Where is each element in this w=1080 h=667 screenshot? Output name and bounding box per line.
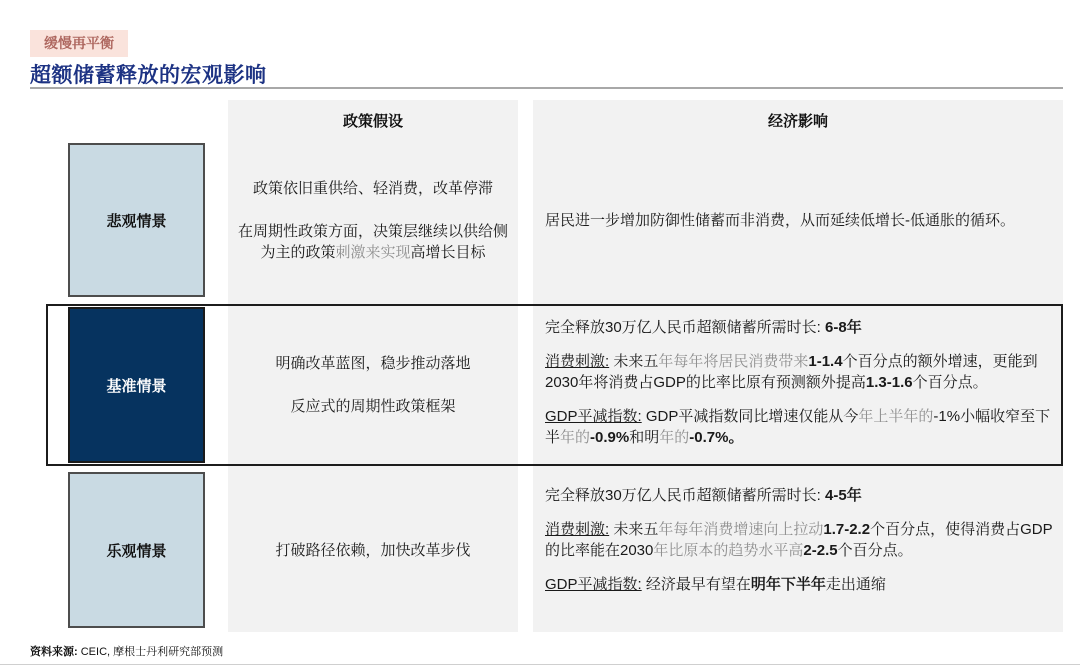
source-label: 资料来源: (30, 646, 78, 658)
bottom-divider (0, 664, 1080, 665)
page-title: 超额储蓄释放的宏观影响 (30, 64, 267, 87)
impact-paragraph: GDP平减指数: 经济最早有望在明年下半年走出通缩 (545, 576, 886, 593)
scenario-label-optimistic: 乐观情景 (68, 472, 205, 628)
policy-paragraph: 明确改革蓝图，稳步推动落地 (275, 355, 471, 372)
scenario-label-pessimistic: 悲观情景 (68, 143, 205, 297)
policy-cell-baseline (236, 307, 510, 463)
policy-paragraph: 打破路径依赖，加快改革步伐 (275, 541, 471, 559)
section-tag: 缓慢再平衡 (30, 30, 128, 57)
impact-cell-optimistic (545, 472, 1057, 628)
impact-paragraph: 消费刺激: 未来五年每年将居民消费带来1-1.4个百分点的额外增速，更能到2030年将消费占GDP的比率比原有预测额外提高1.3-1.6个百分点。 (545, 353, 1038, 391)
impact-paragraph: GDP平减指数: GDP平减指数同比增速仅能从今年上半年的-1%小幅收窄至下半年的-0.9%和明年的-0.7%。 (545, 408, 1051, 446)
source-text: CEIC, 摩根士丹利研究部预测 (77, 646, 224, 658)
policy-cell-pessimistic (236, 143, 510, 297)
policy-paragraph: 在周期性政策方面，决策层继续以供给侧为主的政策刺激来实现高增长目标 (237, 222, 508, 261)
policy-paragraph: 政策依旧重供给、轻消费，改革停滞 (252, 179, 493, 197)
impact-cell-pessimistic (545, 140, 1053, 300)
source-note (30, 643, 223, 659)
scenario-label-baseline: 基准情景 (68, 307, 205, 463)
impact-paragraph: 居民进一步增加防御性储蓄而非消费，从而延续低增长-低通胀的循环。 (545, 211, 1015, 229)
impact-paragraph: 完全释放30万亿人民币超额储蓄所需时长: 6-8年 (545, 319, 862, 336)
column-header-impact: 经济影响 (767, 112, 828, 130)
policy-paragraph: 反应式的周期性政策框架 (290, 398, 456, 415)
title-divider (30, 87, 1063, 89)
impact-paragraph: 消费刺激: 未来五年每年消费增速向上拉动1.7-2.2个百分点，使得消费占GDP的比率能在2030年比原本的趋势水平高2-2.5个百分点。 (545, 521, 1053, 559)
policy-cell-optimistic (236, 472, 510, 628)
impact-paragraph: 完全释放30万亿人民币超额储蓄所需时长: 4-5年 (545, 487, 862, 504)
impact-cell-baseline (545, 307, 1057, 463)
column-header-policy: 政策假设 (342, 112, 403, 130)
